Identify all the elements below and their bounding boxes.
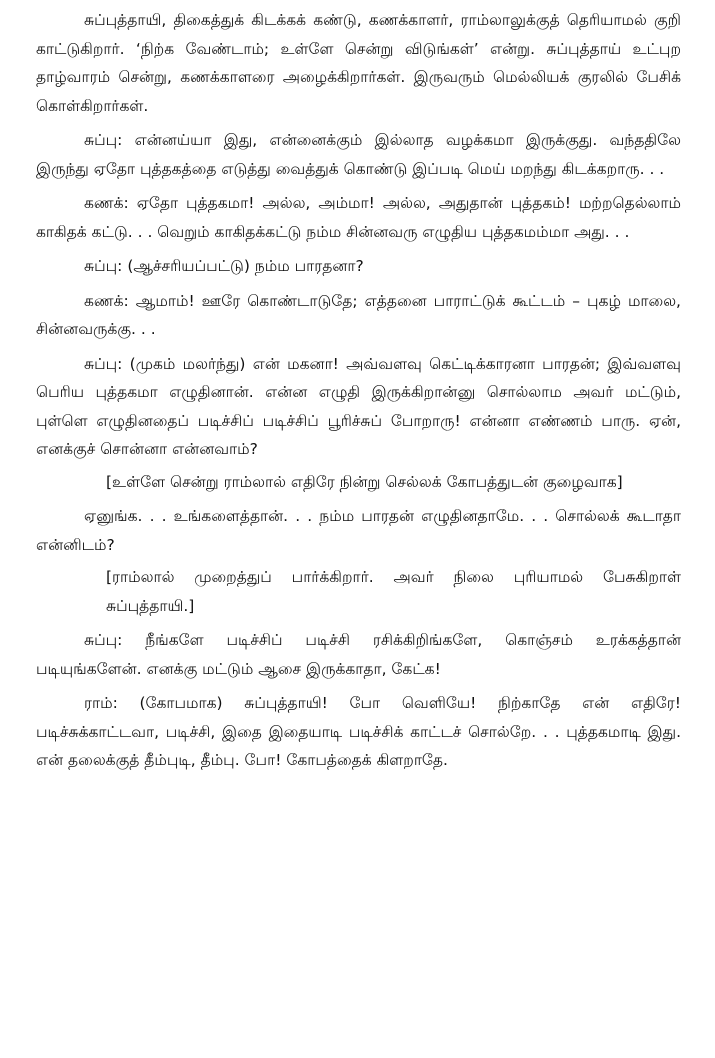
stage-direction-1: [உள்ளே சென்று ராம்லால் எதிரே நின்று செல்லக் கோபத்துடன் குழைவாக] bbox=[106, 472, 623, 491]
dialogue-ram-1: ராம்: (கோபமாக) சுப்புத்தாயி! போ வெளியே! நிற்காதே என் எதிரே! படிச்சுக்காட்டவா, படிச்சி, இதை இதையாடி படிச்சிக் காட்டச் சொல்றே. . . புத்தகமாடி இது. என் தலைக்குத் தீம்புடி, தீம்பு. போ! கோபத்தைக் கிளறாதே. bbox=[36, 694, 681, 769]
stage-direction-2: [ராம்லால் முறைத்துப் பார்க்கிறார். அவர் நிலை புரியாமல் பேசுகிறாள் சுப்புத்தாயி.] bbox=[106, 568, 681, 615]
narration-paragraph: சுப்புத்தாயி, திகைத்துக் கிடக்கக் கண்டு, கணக்காளர், ராம்லாலுக்குத் தெரியாமல் குறி காட்டுகிறார். ‘நிற்க வேண்டாம்; உள்ளே சென்று விடுங்கள்’ என்று. சுப்புத்தாய் உட்புற தாழ்வாரம் சென்று, கணக்காளரை அழைக்கிறார்கள். இருவரும் மெல்லியக் குரலில் பேசிக் கொள்கிறார்கள். bbox=[36, 11, 681, 115]
dialogue-suppu-1: சுப்பு: என்னய்யா இது, என்னைக்கும் இல்லாத வழக்கமா இருக்குது. வந்ததிலே இருந்து ஏதோ புத்தகத்தை எடுத்து வைத்துக் கொண்டு இப்படி மெய் மறந்து கிடக்கறாரு. . . bbox=[36, 131, 681, 178]
dialogue-suppu-2: சுப்பு: (ஆச்சரியப்பட்டு) நம்ம பாரதனா? bbox=[84, 257, 364, 275]
dialogue-suppu-5: சுப்பு: நீங்களே படிச்சிப் படிச்சி ரசிக்கிறிங்களே, கொஞ்சம் உரக்கத்தான் படியுங்களேன். எனக்கு மட்டும் ஆசை இருக்காதா, கேட்க! bbox=[36, 631, 681, 678]
dialogue-suppu-3: சுப்பு: (முகம் மலர்ந்து) என் மகனா! அவ்வளவு கெட்டிக்காரனா பாரதன்; இவ்வளவு பெரிய புத்தகமா எழுதினான். என்ன எழுதி இருக்கிறான்னு சொல்லாம அவர் மட்டும், புள்ளெ எழுதினதைப் படிச்சிப் படிச்சிப் பூரிச்சுப் போறாரு! என்னா எண்ணம் பாரு. ஏன், எனக்குச் சொன்னா என்னவாம்? bbox=[36, 354, 681, 458]
dialogue-kanak-1: கணக்: ஏதோ புத்தகமா! அல்ல, அம்மா! அல்ல, அதுதான் புத்தகம்! மற்றதெல்லாம் காகிதக் கட்டு. . . வெறும் காகிதக்கட்டு நம்ம சின்னவரு எழுதிய புத்தகமம்மா அது. . . bbox=[36, 194, 681, 241]
dialogue-kanak-2: கணக்: ஆமாம்! ஊரே கொண்டாடுதே; எத்தனை பாராட்டுக் கூட்டம் – புகழ் மாலை, சின்னவருக்கு. . . bbox=[36, 291, 681, 338]
dialogue-suppu-4: ஏனுங்க. . . உங்களைத்தான். . . நம்ம பாரதன் எழுதினதாமே. . . சொல்லக் கூடாதா என்னிடம்? bbox=[36, 507, 681, 554]
